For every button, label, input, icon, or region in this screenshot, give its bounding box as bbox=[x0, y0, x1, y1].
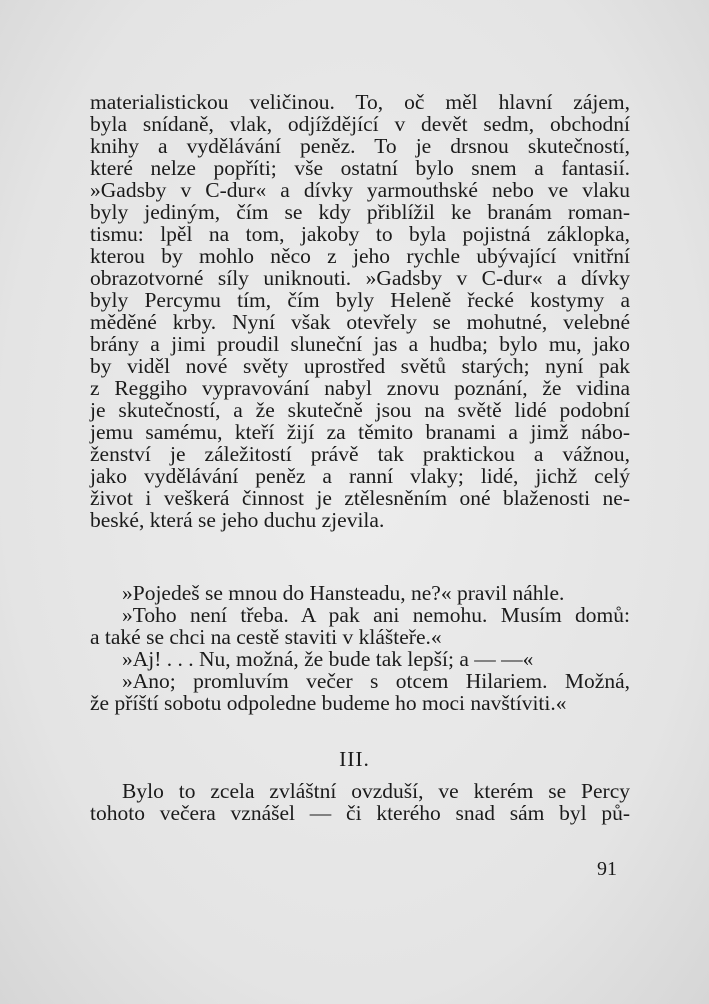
text-line: obrazotvorné síly uniknouti. »Gadsby v C-dur« a dívky bbox=[90, 266, 630, 290]
text-line: knihy a vydělávání peněz. To je drsnou skutečností, bbox=[90, 134, 630, 158]
text-line: tohoto večera vznášel — či kterého snad sám byl pů- bbox=[90, 801, 630, 825]
text-line: »Pojedeš se mnou do Hansteadu, ne?« pravil náhle. bbox=[122, 581, 565, 605]
text-line: jemu samému, kteří žijí za těmito branami a jimž nábo- bbox=[90, 420, 630, 444]
text-line: Bylo to zcela zvláštní ovzduší, ve kterém se Percy bbox=[122, 779, 630, 803]
text-line: tismu: lpěl na tom, jakoby to byla pojistná záklopka, bbox=[90, 222, 630, 246]
paragraph-2 bbox=[90, 780, 630, 824]
text-line: »Ano; promluvím večer s otcem Hilariem. Možná, bbox=[122, 669, 630, 693]
text-line: by viděl nové světy uprostřed světů starých; nyní pak bbox=[90, 354, 630, 378]
text-line: ženství je záležitostí právě tak praktickou a vážnou, bbox=[90, 442, 630, 466]
section-heading: III. bbox=[339, 747, 370, 771]
text-line: které nelze popříti; vše ostatní bylo snem a fantasií. bbox=[90, 156, 630, 180]
text-line: beské, která se jeho duchu zjevila. bbox=[90, 508, 385, 532]
text-line: »Toho není třeba. A pak ani nemohu. Musím domů: bbox=[122, 603, 630, 627]
dialogue bbox=[90, 582, 630, 714]
text-line: měděné krby. Nyní však otevřely se mohutné, velebné bbox=[90, 310, 630, 334]
text-line: kterou by mohlo něco z jeho rychle ubývající vnitřní bbox=[90, 244, 630, 268]
text-line: byly jediným, čím se kdy přiblížil ke branám roman- bbox=[90, 200, 630, 224]
text-line: z Reggiho vypravování nabyl znovu poznání, že vidina bbox=[90, 376, 630, 400]
text-line: jako vydělávání peněz a ranní vlaky; lidé, jichž celý bbox=[90, 464, 630, 488]
text-line: brány a jimi proudil sluneční jas a hudba; bylo mu, jako bbox=[90, 332, 630, 356]
text-line: »Aj! . . . Nu, možná, že bude tak lepší; a — —« bbox=[122, 647, 534, 671]
text-line: materialistickou veličinou. To, oč měl hlavní zájem, bbox=[90, 90, 630, 114]
paragraph-1 bbox=[90, 91, 630, 531]
text-line: že příští sobotu odpoledne budeme ho moci navštíviti.« bbox=[90, 691, 567, 715]
text-line: »Gadsby v C-dur« a dívky yarmouthské nebo ve vlaku bbox=[90, 178, 630, 202]
text-line: život i veškerá činnost je ztělesněním oné blaženosti ne- bbox=[90, 486, 630, 510]
text-line: byly Percymu tím, čím byly Heleně řecké kostymy a bbox=[90, 288, 630, 312]
text-line: je skutečností, a že skutečně jsou na světě lidé podobní bbox=[90, 398, 630, 422]
text-line: byla snídaně, vlak, odjíždějící v devět sedm, obchodní bbox=[90, 112, 630, 136]
text-line: a také se chci na cestě staviti v klášteře.« bbox=[90, 625, 442, 649]
page-number: 91 bbox=[597, 858, 617, 880]
